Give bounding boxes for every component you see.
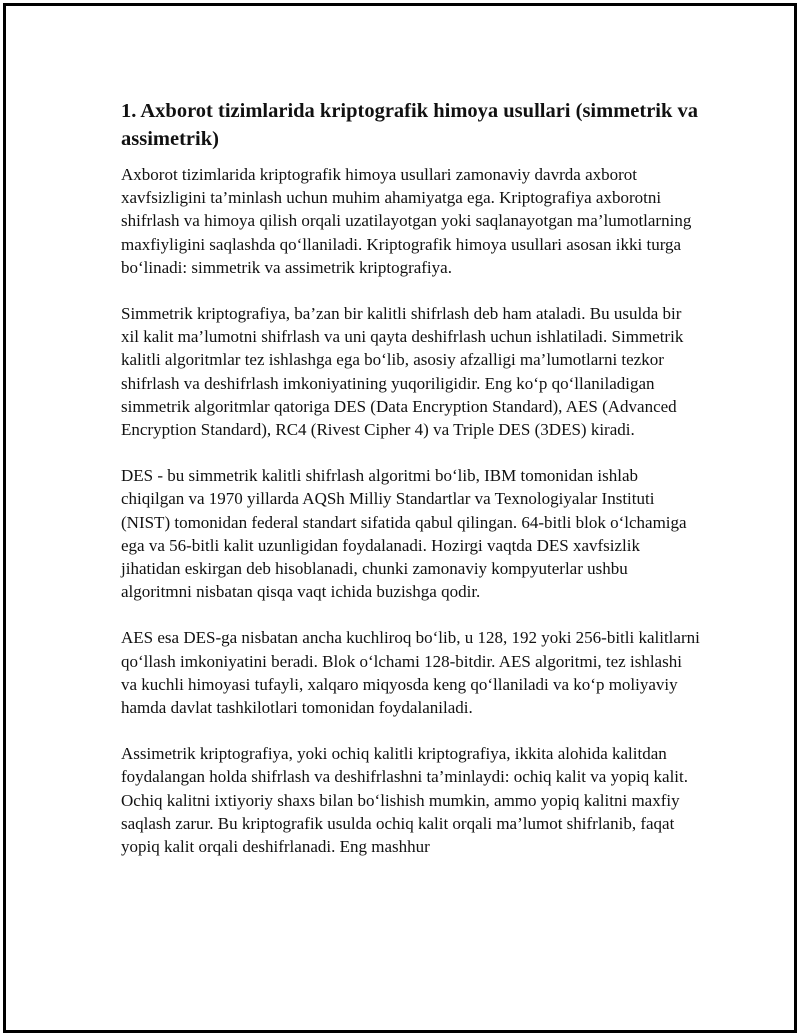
paragraph-des: DES - bu simmetrik kalitli shifrlash algoritmi bo‘lib, IBM tomonidan ishlab chiqilgan va 1970 yillarda AQSh Milliy Standartlar va Texnologiyalar Instituti (NIST) tomonidan federal standart sifatida qabul qilingan. 64-bitli blok o‘lchamiga ega va 56-bitli kalit uzunligidan foydalanadi. Hozirgi vaqtda DES xavfsizlik jihatidan eskirgan deb hisoblanadi, chunki zamonaviy kompyuterlar ushbu algoritmni nisbatan qisqa vaqt ichida buzishga qodir. <box>121 466 687 602</box>
paragraph-aes: AES esa DES-ga nisbatan ancha kuchliroq bo‘lib, u 128, 192 yoki 256-bitli kalitlarni qo‘llash imkoniyatini beradi. Blok o‘lchami 128-bitdir. AES algoritmi, tez ishlashi va kuchli himoyasi tufayli, xalqaro miqyosda keng qo‘llaniladi va ko‘p moliyaviy hamda davlat tashkilotlari tomonidan foydalaniladi. <box>121 628 700 718</box>
document-content <box>121 97 701 881</box>
paragraph-asymmetric: Assimetrik kriptografiya, yoki ochiq kalitli kriptografiya, ikkita alohida kalitdan foydalangan holda shifrlash va deshifrlashni ta’minlaydi: ochiq kalit va yopiq kalit. Ochiq kalitni ixtiyoriy shaxs bilan bo‘lishish mumkin, ammo yopiq kalitni maxfiy saqlash zarur. Bu kriptografik usulda ochiq kalit orqali ma’lumot shifrlanib, faqat yopiq kalit orqali deshifrlanadi. Eng mashhur <box>121 744 689 857</box>
paragraph-symmetric: Simmetrik kriptografiya, ba’zan bir kalitli shifrlash deb ham ataladi. Bu usulda bir xil kalit ma’lumotni shifrlash va uni qayta deshifrlash uchun ishlatiladi. Simmetrik kalitli algoritmlar tez ishlashga ega bo‘lib, asosiy afzalligi ma’lumotlarni tezkor shifrlash va deshifrlash imkoniyatining yuqoriligidir. Eng ko‘p qo‘llaniladigan simmetrik algoritmlar qatoriga DES (Data Encryption Standard), AES (Advanced Encryption Standard), RC4 (Rivest Cipher 4) va Triple DES (3DES) kiradi. <box>121 304 684 440</box>
paragraph-intro: Axborot tizimlarida kriptografik himoya usullari zamonaviy davrda axborot xavfsizligini ta’minlash uchun muhim ahamiyatga ega. Kriptografiya axborotni shifrlash va himoya qilish orqali uzatilayotgan yoki saqlanayotgan ma’lumotlarning maxfiyligini saqlashda qo‘llaniladi. Kriptografik himoya usullari asosan ikki turga bo‘linadi: simmetrik va assimetrik kriptografiya. <box>121 165 692 277</box>
document-page <box>3 3 797 1033</box>
section-heading: 1. Axborot tizimlarida kriptografik himoya usullari (simmetrik va assimetrik) <box>121 100 699 150</box>
